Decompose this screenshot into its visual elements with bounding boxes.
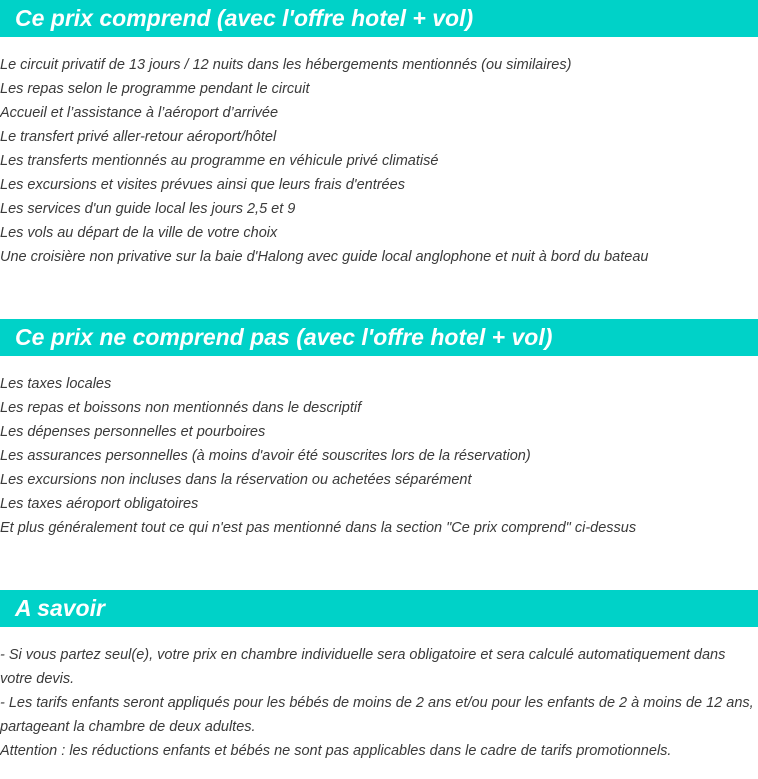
list-item: Les vols au départ de la ville de votre choix: [0, 225, 278, 241]
note-single-supplement: - Si vous partez seul(e), votre prix en chambre individuelle sera obligatoire et sera calculé automatiquement dans votre devis.: [0, 647, 726, 687]
list-item: Les services d'un guide local les jours 2,5 et 9: [0, 201, 296, 217]
list-item: Les repas selon le programme pendant le circuit: [0, 81, 310, 97]
list-item: Une croisière non privative sur la baie d'Halong avec guide local anglophone et nuit à bord du bateau: [0, 249, 649, 265]
note-promo-warning: Attention : les réductions enfants et bébés ne sont pas applicables dans le cadre de tarifs promotionnels.: [0, 743, 672, 759]
good-to-know-notes: [0, 643, 758, 763]
list-item: Les repas et boissons non mentionnés dans le descriptif: [0, 400, 362, 416]
list-item: Les assurances personnelles (à moins d'avoir été souscrites lors de la réservation): [0, 448, 531, 464]
list-item: Accueil et l’assistance à l’aéroport d’arrivée: [0, 105, 279, 121]
not-included-list: [0, 372, 758, 540]
section-header-included: [0, 0, 758, 37]
section-title: Ce prix comprend (avec l'offre hotel + vol): [15, 5, 474, 31]
list-item: Les taxes aéroport obligatoires: [0, 496, 199, 512]
list-item: Les transferts mentionnés au programme en véhicule privé climatisé: [0, 153, 439, 169]
section-header-not-included: [0, 319, 758, 356]
section-title: Ce prix ne comprend pas (avec l'offre hotel + vol): [15, 324, 553, 350]
note-child-rates: - Les tarifs enfants seront appliqués pour les bébés de moins de 2 ans et/ou pour les enfants de 2 à moins de 12 ans, partageant la chambre de deux adultes.: [0, 695, 754, 735]
list-item: Les excursions non incluses dans la réservation ou achetées séparément: [0, 472, 472, 488]
list-item: Et plus généralement tout ce qui n'est pas mentionné dans la section "Ce prix comprend" ci-dessus: [0, 520, 637, 536]
list-item: Les dépenses personnelles et pourboires: [0, 424, 266, 440]
list-item: Le circuit privatif de 13 jours / 12 nuits dans les hébergements mentionnés (ou similaires): [0, 57, 572, 73]
list-item: Les taxes locales: [0, 376, 112, 392]
included-list: [0, 53, 758, 269]
list-item: Le transfert privé aller-retour aéroport/hôtel: [0, 129, 277, 145]
list-item: Les excursions et visites prévues ainsi que leurs frais d'entrées: [0, 177, 405, 193]
section-title: A savoir: [15, 595, 105, 621]
section-header-good-to-know: [0, 590, 758, 627]
